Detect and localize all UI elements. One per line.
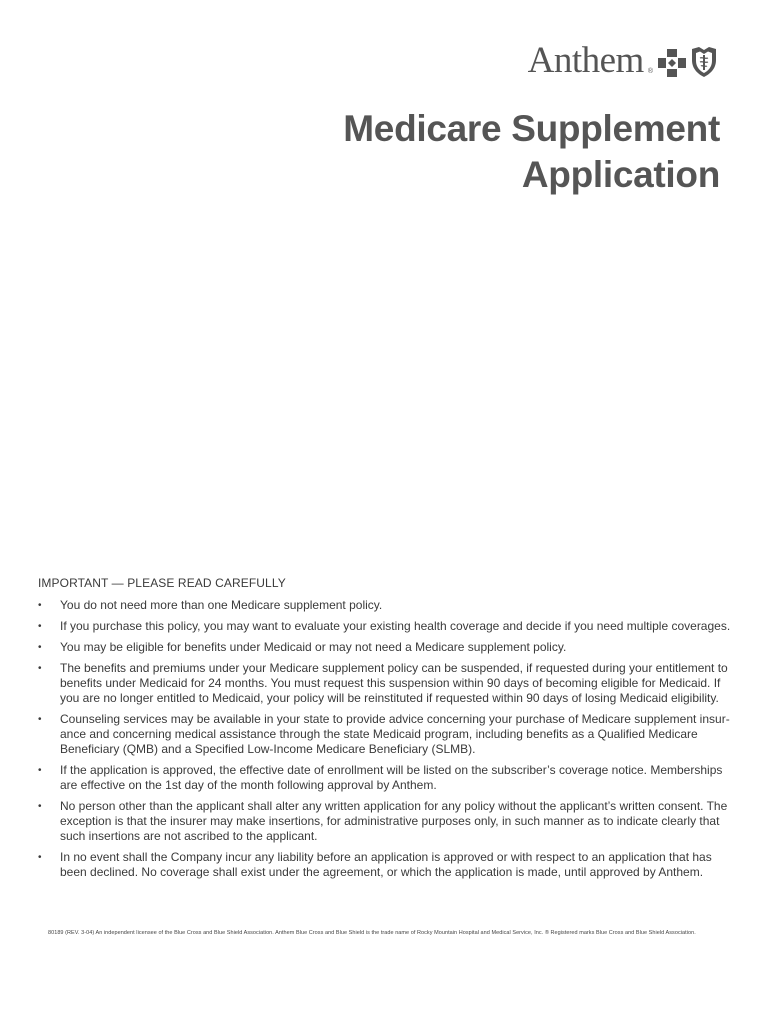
list-item [38, 661, 738, 706]
list-item-text: The benefits and premiums under your Medicare supplement policy can be suspended, if requested during your entitlement to benefits under Medicaid for 24 months. You must request this suspension within 90 days of becoming eligible for Medicaid. If you are no longer entitled to Medicaid, your policy will be reinstituted if requested within 90 days of losing Medicaid eligibility. [60, 661, 728, 705]
list-item [38, 619, 738, 634]
important-notice [38, 576, 738, 886]
brand-marks [657, 46, 718, 78]
title-line-1: Medicare Supplement [343, 108, 720, 149]
list-item-text: In no event shall the Company incur any liability before an application is approved or with respect to an application that has been declined. No coverage shall exist under the agreement, or which the application is made, until approved by Anthem. [60, 850, 712, 879]
list-item [38, 598, 738, 613]
bullet-icon: • [38, 714, 42, 725]
brand-registered-mark: ® [647, 68, 653, 75]
anthem-logo [528, 42, 718, 79]
list-item-text: Counseling services may be available in your state to provide advice concerning your purchase of Medicare supplement insur-ance and concerning medical assistance through the state Medicaid program, including benefits as a Qualified Medicare Beneficiary (QMB) and a Specified Low-Income Medicare Beneficiary (SLMB). [60, 712, 730, 756]
bullet-icon: • [38, 621, 42, 632]
list-item-text: You do not need more than one Medicare supplement policy. [60, 598, 383, 612]
notice-heading: IMPORTANT — PLEASE READ CAREFULLY [38, 576, 286, 590]
bullet-icon: • [38, 600, 42, 611]
blue-cross-icon [657, 48, 687, 78]
list-item-text: You may be eligible for benefits under Medicaid or may not need a Medicare supplement policy. [60, 640, 567, 654]
list-item [38, 799, 738, 844]
page-title [220, 106, 720, 198]
bullet-icon: • [38, 663, 42, 674]
bullet-icon: • [38, 642, 42, 653]
bullet-icon: • [38, 801, 42, 812]
list-item [38, 640, 738, 655]
footer-legal-text: 80189 (REV. 3-04) An independent licensee of the Blue Cross and Blue Shield Association. Anthem Blue Cross and Blue Shield is the trade name of Rocky Mountain Hospital and Medical Service, Inc. ® Registered marks Blue Cross and Blue Shield Association. [48, 930, 696, 936]
list-item-text: If the application is approved, the effective date of enrollment will be listed on the subscriber’s coverage notice. Memberships are effective on the 1st day of the month following approval by Anthem. [60, 763, 723, 792]
list-item [38, 712, 738, 757]
brand-wordmark: Anthem [527, 40, 644, 81]
bullet-icon: • [38, 852, 42, 863]
blue-shield-icon [690, 46, 718, 78]
title-line-2: Application [521, 154, 720, 195]
notice-list [38, 598, 738, 880]
bullet-icon: • [38, 765, 42, 776]
list-item-text: If you purchase this policy, you may want to evaluate your existing health coverage and decide if you need multiple coverages. [60, 619, 731, 633]
list-item-text: No person other than the applicant shall alter any written application for any policy without the applicant’s written consent. The exception is that the insurer may make insertions, for administrative purposes only, in such manner as to indicate clearly that such insertions are not ascribed to the applicant. [60, 799, 728, 843]
list-item [38, 850, 738, 880]
list-item [38, 763, 738, 793]
